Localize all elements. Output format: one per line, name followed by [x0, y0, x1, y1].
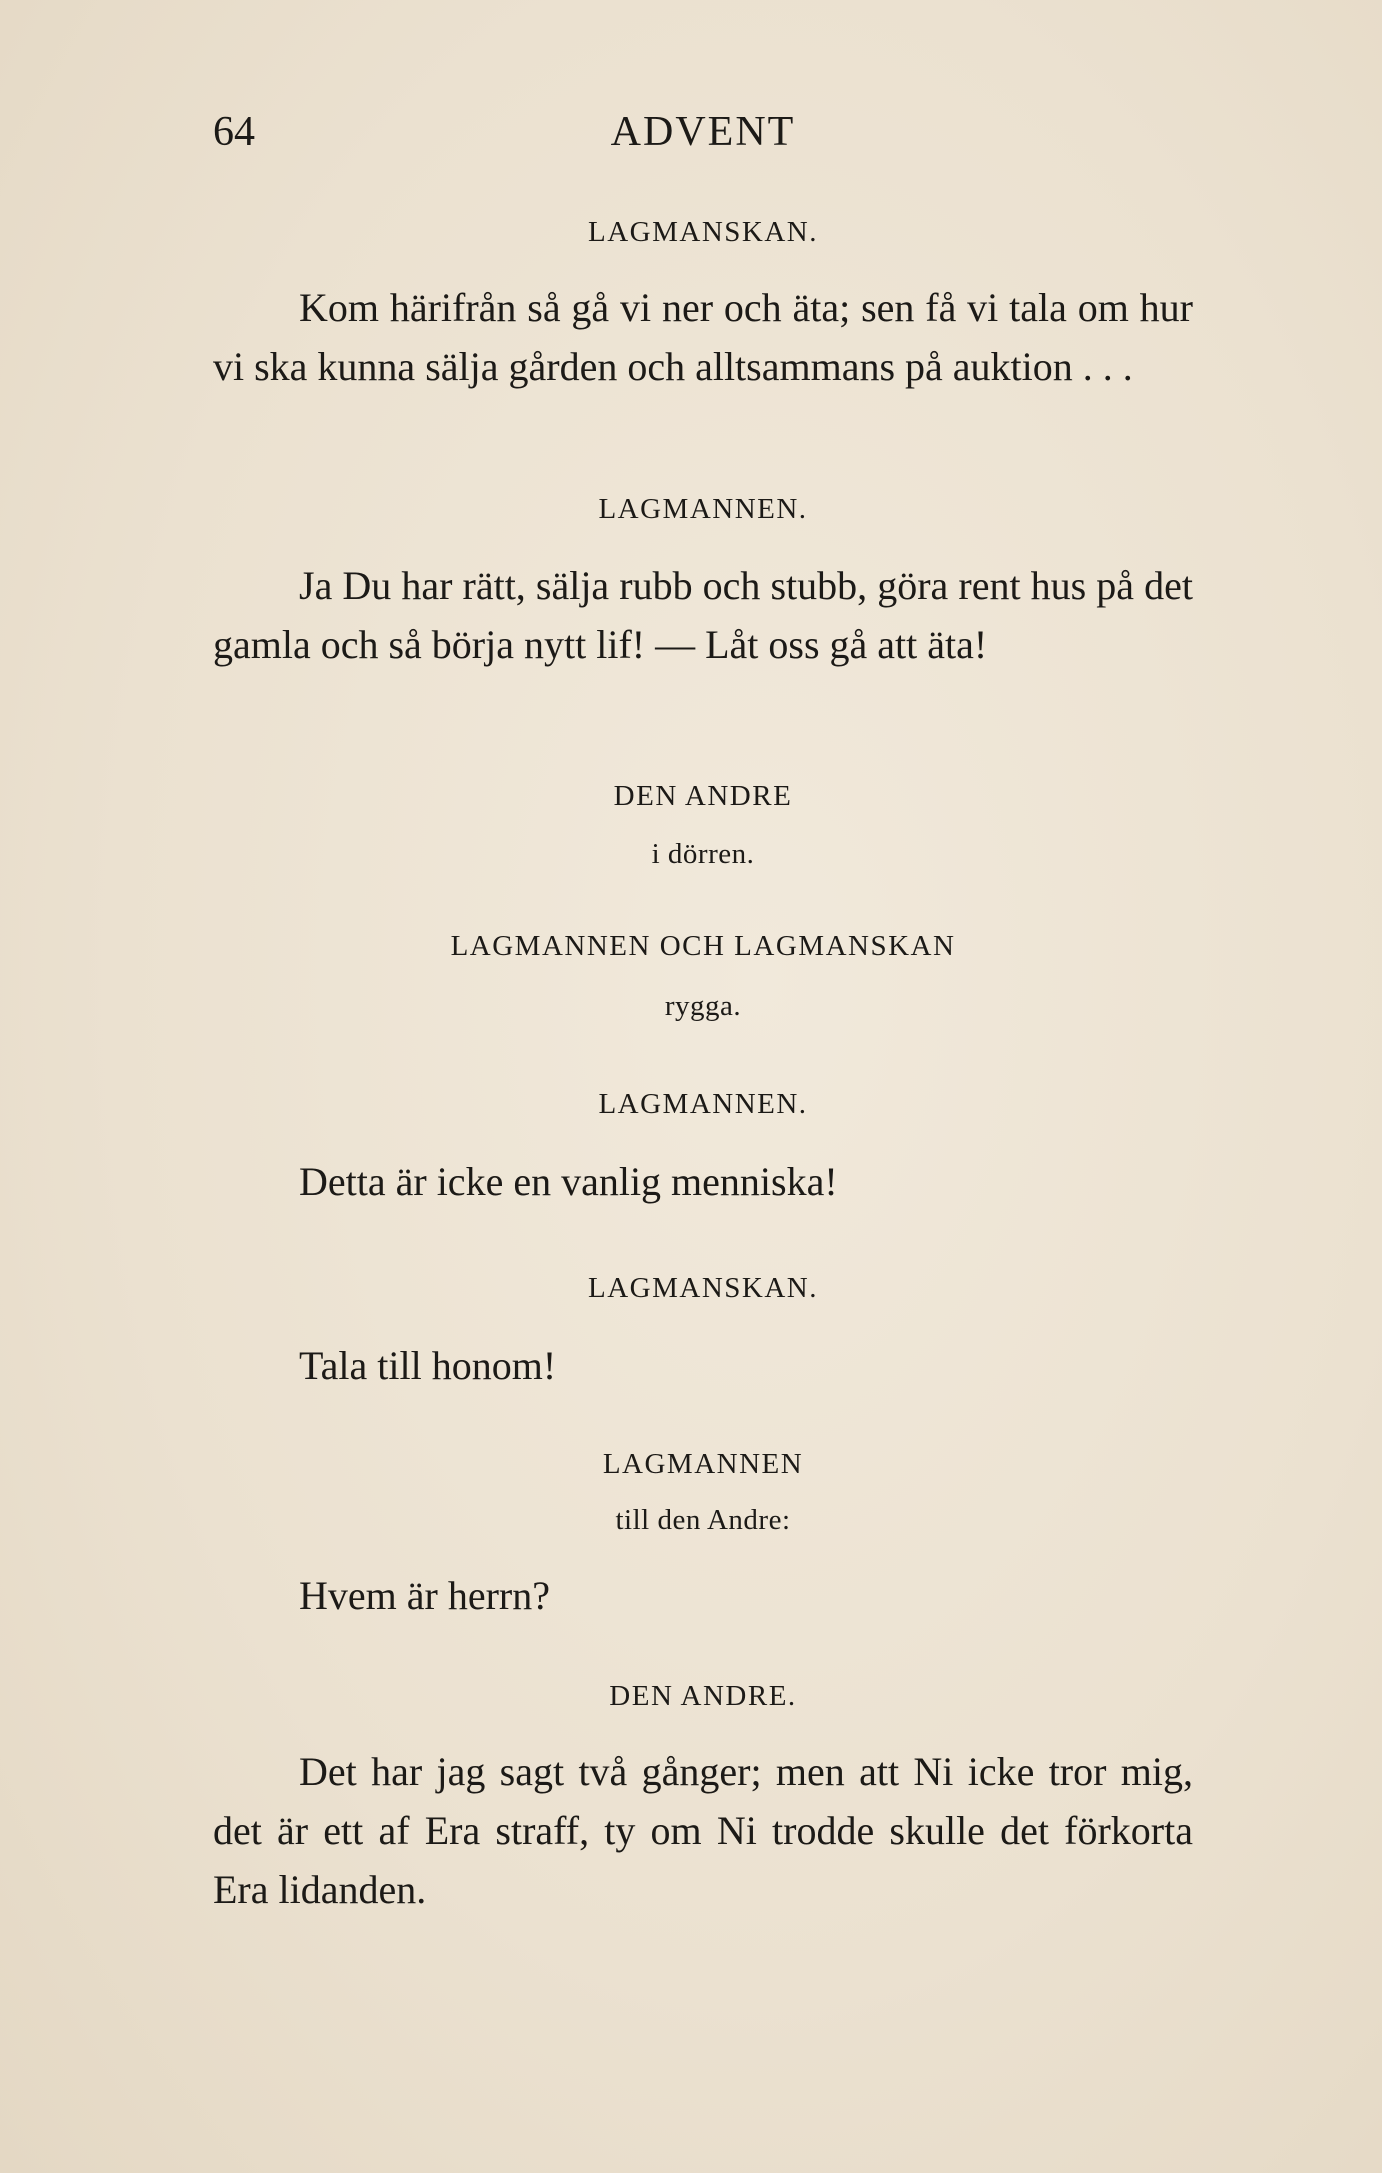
dialogue-line: Tala till honom! [299, 1343, 557, 1388]
speaker-name: LAGMANSKAN. [588, 216, 818, 248]
stage-direction: i dörren. [651, 838, 755, 870]
speaker-name: LAGMANNEN. [598, 1088, 808, 1120]
speaker-name: LAGMANSKAN. [588, 1272, 818, 1304]
speaker-name: LAGMANNEN. [598, 493, 808, 525]
dialogue-line: Kom härifrån så gå vi ner och äta; sen få vi tala om hur vi ska kunna sälja gården och alltsammans på auktion . . . [213, 285, 1193, 389]
stage-direction: rygga. [664, 990, 742, 1022]
stage-direction: till den Andre: [615, 1504, 791, 1536]
page-number: 64 [213, 109, 255, 155]
dialogue-line: Detta är icke en vanlig menniska! [299, 1159, 838, 1204]
dialogue-line: Hvem är herrn? [299, 1573, 550, 1618]
dialogue-line: Ja Du har rätt, sälja rubb och stubb, göra rent hus på det gamla och så börja nytt lif! — Låt oss gå att äta! [213, 563, 1193, 667]
speaker-name: LAGMANNEN [602, 1448, 804, 1480]
speaker-name: LAGMANNEN OCH LAGMANSKAN [450, 930, 956, 962]
page-header [213, 108, 1193, 168]
speaker-name: DEN ANDRE. [609, 1680, 797, 1712]
speaker-name: DEN ANDRE [613, 780, 793, 812]
dialogue-line: Det har jag sagt två gånger; men att Ni icke tror mig, det är ett af Era straff, ty om Ni trodde skulle det förkorta Era lidanden. [213, 1749, 1193, 1912]
running-title: ADVENT [610, 109, 796, 155]
